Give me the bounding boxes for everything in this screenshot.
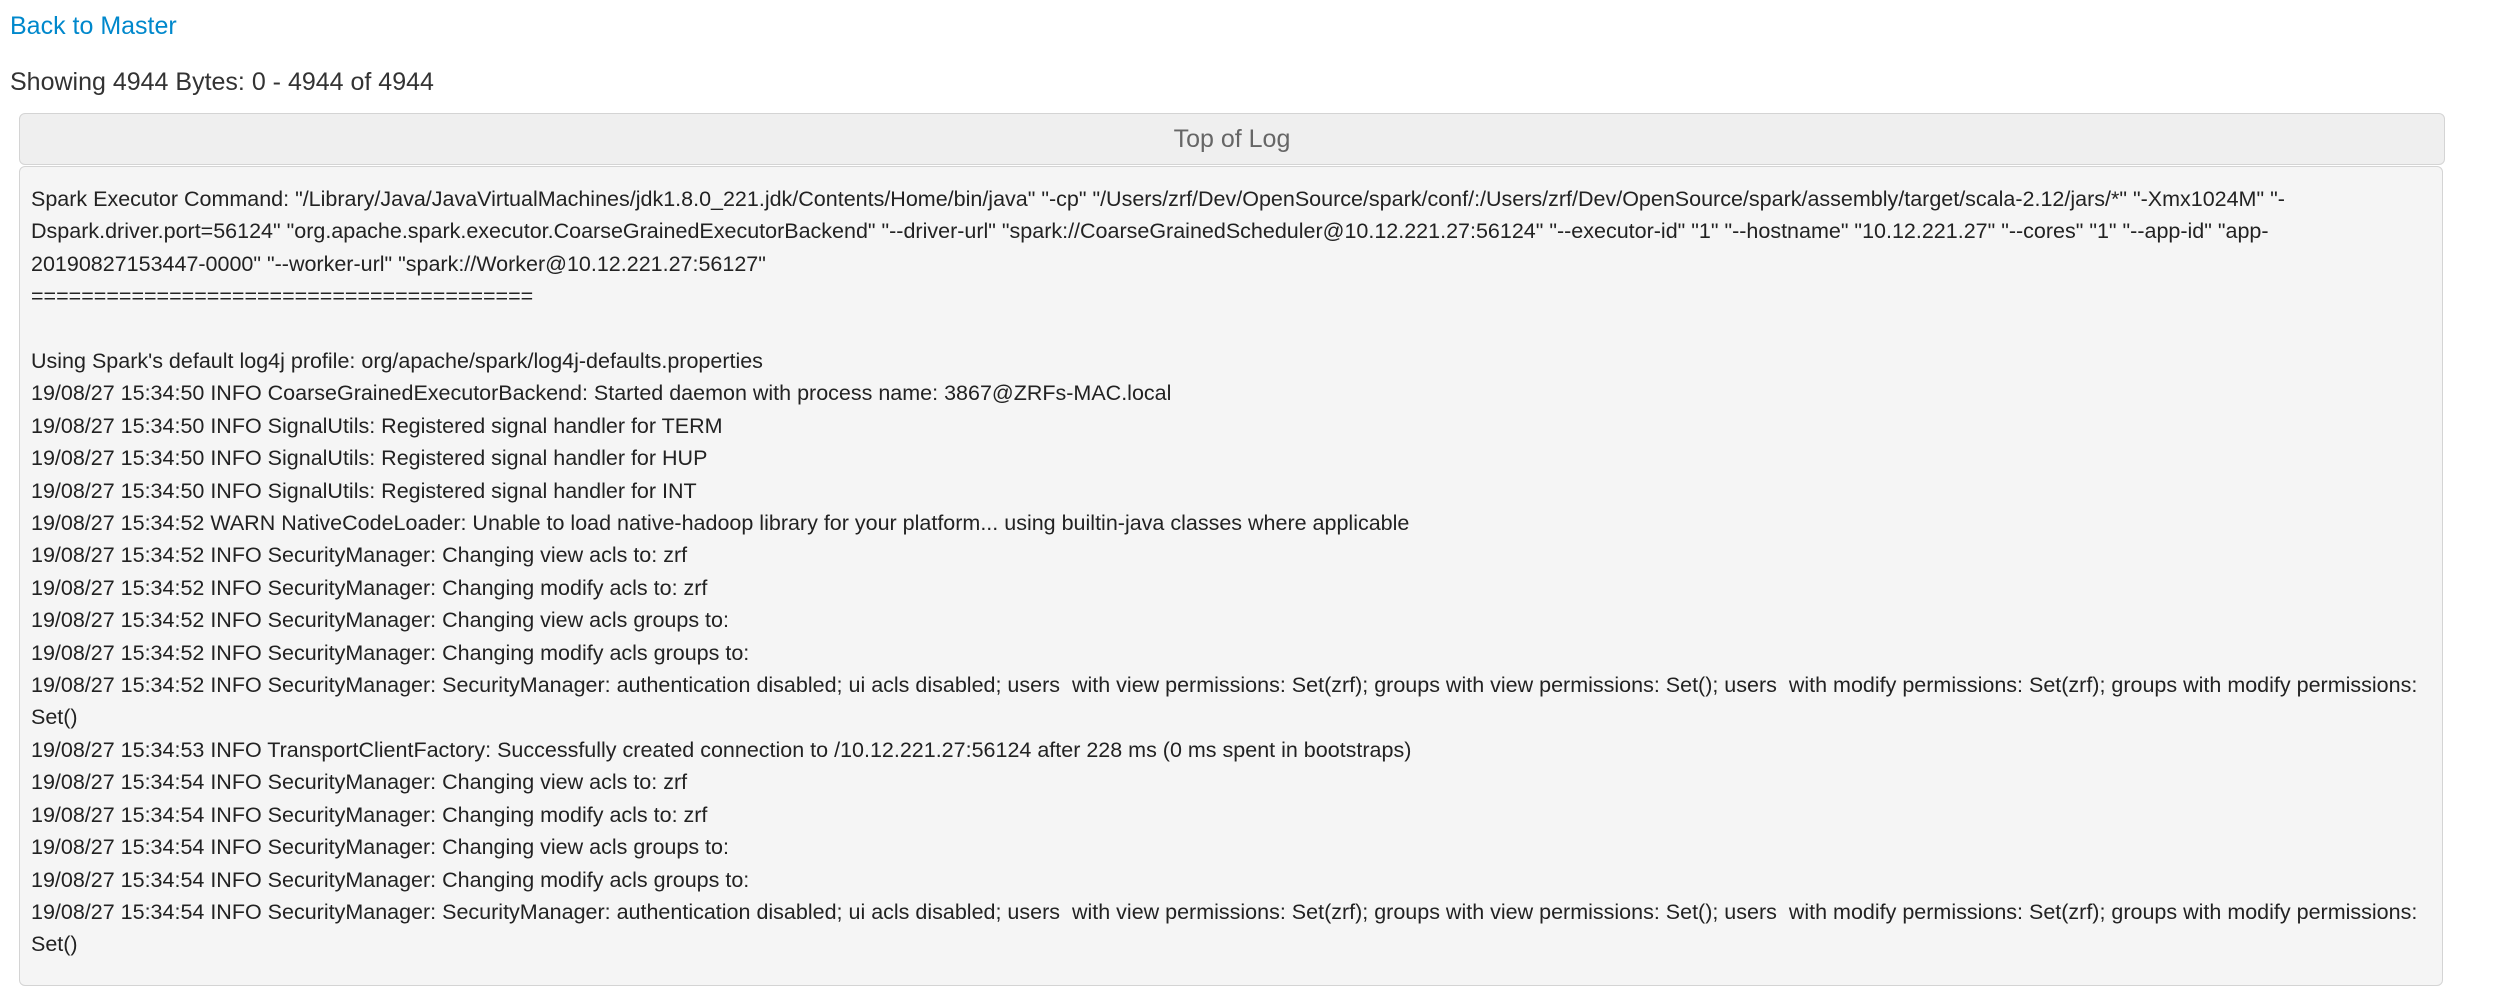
log-line: 19/08/27 15:34:52 INFO SecurityManager: Changing view acls to: zrf xyxy=(31,543,688,568)
log-line: ======================================== xyxy=(31,284,534,309)
back-to-master-link[interactable]: Back to Master xyxy=(10,12,177,40)
log-line: 19/08/27 15:34:50 INFO SignalUtils: Registered signal handler for HUP xyxy=(31,446,708,471)
log-line xyxy=(31,313,2431,345)
log-line: 19/08/27 15:34:52 INFO SecurityManager: Changing view acls groups to: xyxy=(31,608,735,633)
log-line: 19/08/27 15:34:52 WARN NativeCodeLoader: Unable to load native-hadoop library for your platform... using builtin-java classes where applicable xyxy=(31,511,1410,536)
log-line: 19/08/27 15:34:54 INFO SecurityManager: Changing modify acls to: zrf xyxy=(31,802,708,827)
log-line: 19/08/27 15:34:52 INFO SecurityManager: Changing modify acls groups to: xyxy=(31,640,756,665)
log-line: 19/08/27 15:34:52 INFO SecurityManager: Changing modify acls to: zrf xyxy=(31,575,708,600)
log-line: Using Spark's default log4j profile: org/apache/spark/log4j-defaults.properties xyxy=(31,349,763,374)
log-line: 19/08/27 15:34:54 INFO SecurityManager: Changing view acls groups to: xyxy=(31,835,735,860)
log-line: 19/08/27 15:34:54 INFO SecurityManager: Changing modify acls groups to: xyxy=(31,867,756,892)
log-line: 19/08/27 15:34:53 INFO TransportClientFactory: Successfully created connection to /10.12.221.27:56124 after 228 ms (0 ms spent in bootstraps) xyxy=(31,737,1412,762)
log-line: 19/08/27 15:34:50 INFO SignalUtils: Registered signal handler for INT xyxy=(31,478,697,503)
log-line: 19/08/27 15:34:52 INFO SecurityManager: SecurityManager: authentication disabled; ui acls disabled; users with view permissions: Set(zrf); groups with view permissions: Set(); users with modify permissions: Set(zrf); groups with modify permissions: Set() xyxy=(31,673,2424,730)
log-line: 19/08/27 15:34:50 INFO CoarseGrainedExecutorBackend: Started daemon with process name: 3867@ZRFs-MAC.local xyxy=(31,381,1172,406)
log-line: Spark Executor Command: "/Library/Java/JavaVirtualMachines/jdk1.8.0_221.jdk/Contents/Home/bin/java" "-cp" "/Users/zrf/Dev/OpenSource/spark/conf/:/Users/zrf/Dev/OpenSource/spark/assembly/target/scala-2.12/jars/*" "-Xmx1024M" "-Dspark.driver.port=56124" "org.apache.spark.executor.CoarseGrainedExecutorBackend" "--driver-url" "spark://CoarseGrainedScheduler@10.12.221.27:56124" "--executor-id" "1" "--hostname" "10.12.221.27" "--cores" "1" "--app-id" "app-20190827153447-0000" "--worker-url" "spark://Worker@10.12.221.27:56127" xyxy=(31,187,2285,276)
byte-range-summary: Showing 4944 Bytes: 0 - 4944 of 4944 xyxy=(10,68,434,96)
log-line: 19/08/27 15:34:54 INFO SecurityManager: SecurityManager: authentication disabled; ui acls disabled; users with view permissions: Set(zrf); groups with view permissions: Set(); users with modify permissions: Set(zrf); groups with modify permissions: Set() xyxy=(31,899,2424,957)
log-line: 19/08/27 15:34:50 INFO SignalUtils: Registered signal handler for TERM xyxy=(31,413,723,438)
top-of-log-button[interactable]: Top of Log xyxy=(19,113,2445,165)
log-line: 19/08/27 15:34:54 INFO SecurityManager: Changing view acls to: zrf xyxy=(31,770,688,795)
log-content xyxy=(19,166,2443,986)
